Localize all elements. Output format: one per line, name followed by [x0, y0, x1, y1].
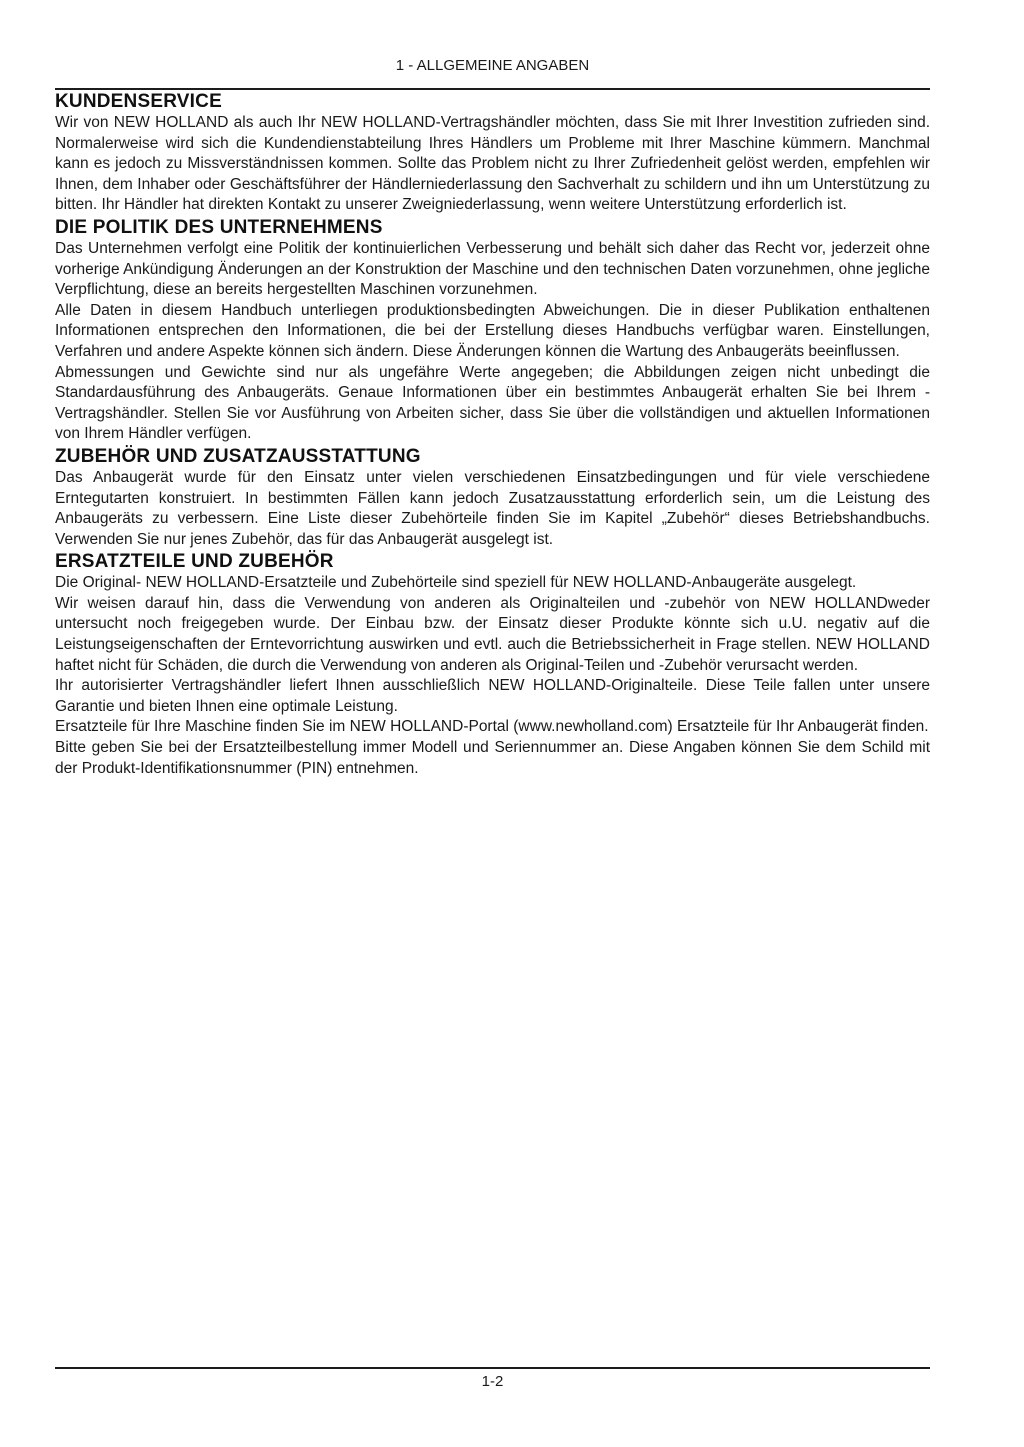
paragraph-zubehoer-1: Das Anbaugerät wurde für den Einsatz unter vielen verschiedenen Einsatzbedingungen und für viele verschiedene Erntegutarten konstruiert. In bestimmten Fällen kann jedoch Zusatzausstattung erforderlich sein, um die Leistung des Anbaugeräts zu verbessern. Eine Liste dieser Zubehörteile finden Sie im Kapitel „Zubehör“ dieses Betriebshandbuchs. Verwenden Sie nur jenes Zubehör, das für das Anbaugerät ausgelegt ist. [55, 468, 930, 548]
paragraph-politik-3: Abmessungen und Gewichte sind nur als ungefähre Werte angegeben; die Abbildungen zeigen nicht unbedingt die Standardausführung des Anbaugeräts. Genaue Informationen über ein bestimmtes Anbaugerät erhalten Sie bei Ihrem -Vertragshändler. Stellen Sie vor Ausführung von Arbeiten sicher, dass Sie über die vollständigen und aktuellen Informationen von Ihrem Händler verfügen. [55, 363, 930, 443]
paragraph-ersatzteile-1: Die Original- NEW HOLLAND-Ersatzteile und Zubehörteile sind speziell für NEW HOLLAND-Anbaugeräte ausgelegt. [55, 574, 857, 592]
page-content [55, 57, 930, 779]
paragraph-ersatzteile-3: Ihr autorisierter Vertragshändler liefert Ihnen ausschließlich NEW HOLLAND-Originalteile. Diese Teile fallen unter unsere Garantie und bieten Ihnen eine optimale Leistung. [55, 677, 930, 715]
paragraph-politik-1: Das Unternehmen verfolgt eine Politik der kontinuierlichen Verbesserung und behält sich daher das Recht vor, jederzeit ohne vorherige Ankündigung Änderungen an der Konstruktion der Maschine und den technischen Daten vorzunehmen, ohne jegliche Verpflichtung, diese an bereits hergestellten Maschinen vorzunehmen. [55, 239, 930, 299]
paragraph-politik-2: Alle Daten in diesem Handbuch unterliegen produktionsbedingten Abweichungen. Die in dieser Publikation enthaltenen Informationen entsprechen den Informationen, die bei der Erstellung dieses Handbuchs verfügbar waren. Einstellungen, Verfahren und andere Aspekte können sich ändern. Diese Änderungen können die Wartung des Anbaugeräts beeinflussen. [55, 301, 930, 360]
paragraph-ersatzteile-5: Bitte geben Sie bei der Ersatzteilbestellung immer Modell und Seriennummer an. Diese Angaben können Sie dem Schild mit der Produkt-Identifikationsnummer (PIN) entnehmen. [55, 739, 930, 777]
footer-rule [55, 1367, 930, 1369]
page-body [55, 90, 930, 779]
page-header [55, 57, 930, 90]
section-heading-ersatzteile: ERSATZTEILE UND ZUBEHÖR [55, 551, 334, 573]
page-number: 1-2 [481, 1373, 504, 1390]
page-footer [55, 1367, 930, 1391]
paragraph-kundenservice-1: Wir von NEW HOLLAND als auch Ihr NEW HOLLAND-Vertragshändler möchten, dass Sie mit Ihrer Investition zufrieden sind. Normalerweise wird sich die Kundendienstabteilung Ihres Händlers um Probleme mit Ihrer Maschine kümmern. Manchmal kann es jedoch zu Missverständnissen kommen. Sollte das Problem nicht zu Ihrer Zufriedenheit gelöst werden, empfehlen wir Ihnen, dem Inhaber oder Geschäftsführer der Händlerniederlassung den Sachverhalt zu schildern und ihn um Unterstützung zu bitten. Ihr Händler hat direkten Kontakt zu unserer Zweigniederlassung, wenn weitere Unterstützung erforderlich ist. [55, 114, 930, 214]
chapter-running-header: 1 - ALLGEMEINE ANGABEN [395, 57, 590, 74]
section-heading-politik: DIE POLITIK DES UNTERNEHMENS [55, 216, 383, 238]
section-heading-zubehoer-zusatzausstattung: ZUBEHÖR UND ZUSATZAUSSTATTUNG [55, 445, 421, 467]
paragraph-ersatzteile-4: Ersatzteile für Ihre Maschine finden Sie im NEW HOLLAND-Portal (www.newholland.com) Ersatzteile für Ihr Anbaugerät finden. [55, 718, 929, 736]
paragraph-ersatzteile-2: Wir weisen darauf hin, dass die Verwendung von anderen als Originalteilen und -zubehör von NEW HOLLANDweder untersucht noch freigegeben wurde. Der Einbau bzw. der Einsatz dieser Produkte könnte sich u.U. negativ auf die Leistungseigenschaften der Erntevorrichtung auswirken und evtl. auch die Betriebssicherheit in Frage stellen. NEW HOLLAND haftet nicht für Schäden, die durch die Verwendung von anderen als Original-Teilen und -Zubehör verursacht werden. [55, 594, 930, 674]
section-heading-kundenservice: KUNDENSERVICE [55, 91, 222, 112]
